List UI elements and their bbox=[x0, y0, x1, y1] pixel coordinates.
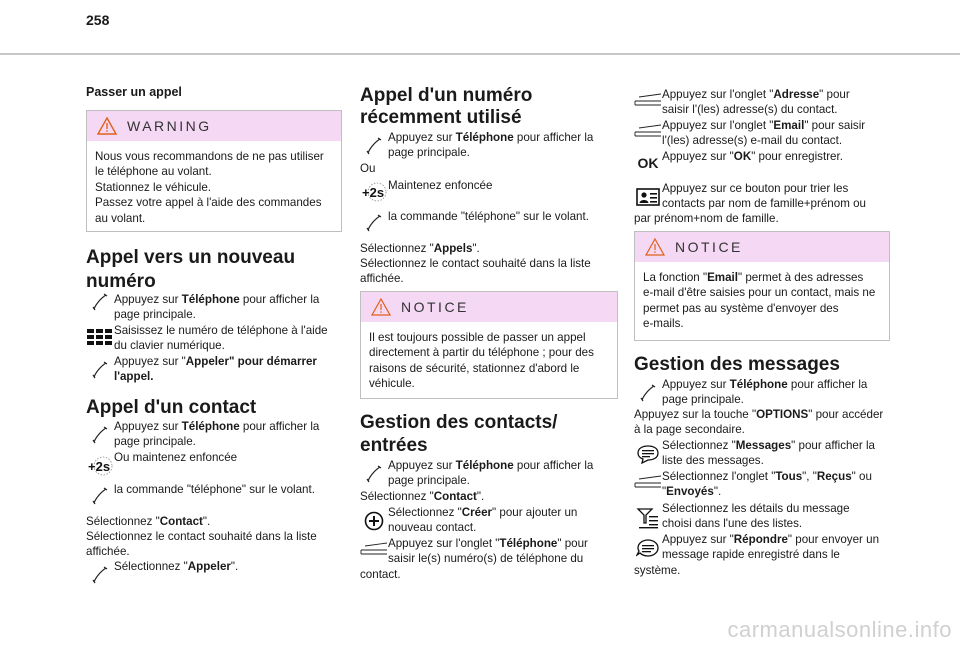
text: " pour accéder bbox=[808, 408, 884, 421]
gestion-step-1 bbox=[360, 458, 618, 488]
text: saisir le(s) numéro(s) de téléphone du bbox=[388, 552, 584, 565]
text-bold: Email bbox=[773, 119, 805, 132]
notice-label: NOTICE bbox=[675, 238, 743, 255]
warning-triangle-icon bbox=[371, 298, 391, 316]
text: Sélectionnez " bbox=[86, 515, 160, 528]
warning-line: le téléphone au volant. bbox=[95, 165, 212, 179]
text-bold: Email bbox=[707, 271, 738, 284]
text-bold: Contact bbox=[159, 515, 203, 528]
tab-icon bbox=[360, 536, 388, 562]
messages-step-5-end: système. bbox=[634, 564, 681, 577]
text: " ou bbox=[851, 470, 872, 483]
phone-icon bbox=[86, 559, 114, 585]
warning-body bbox=[87, 141, 341, 226]
text-bold: Tous bbox=[775, 470, 803, 483]
text: " bbox=[662, 485, 667, 498]
notice-line: e-mails. bbox=[643, 317, 684, 331]
text: " pour afficher la bbox=[791, 439, 875, 452]
text: Appuyez sur " bbox=[662, 533, 734, 546]
phone-icon bbox=[360, 458, 388, 484]
messages-step-2 bbox=[634, 438, 890, 468]
nouveau-title-2: numéro bbox=[86, 271, 156, 292]
text: " pour ajouter un bbox=[492, 506, 578, 519]
warning-line: au volant. bbox=[95, 211, 146, 225]
text-bold: Répondre bbox=[733, 533, 788, 546]
gestion-contact-end: contact. bbox=[360, 568, 401, 581]
nouveau-title-1: Appel vers un nouveau bbox=[86, 247, 296, 268]
text: ". bbox=[472, 242, 480, 255]
recent-step-1 bbox=[360, 130, 618, 160]
warning-triangle-icon bbox=[645, 238, 665, 256]
nouveau-step-1 bbox=[86, 292, 342, 322]
ok-icon-label: OK bbox=[637, 155, 659, 171]
text-bold: Envoyés bbox=[666, 485, 714, 498]
notice-label: NOTICE bbox=[401, 298, 469, 315]
messages-paragraph bbox=[634, 407, 890, 437]
text: page principale. bbox=[388, 146, 470, 159]
top-step-2 bbox=[634, 118, 890, 148]
warning-triangle-icon bbox=[97, 117, 117, 135]
text: nouveau contact. bbox=[388, 521, 477, 534]
messages-title: Gestion des messages bbox=[634, 354, 840, 375]
notice-line: directement à partir du téléphone ; pour des bbox=[369, 346, 594, 360]
text: " pour saisir bbox=[804, 119, 866, 132]
text: la commande "téléphone" sur le volant. bbox=[388, 210, 589, 223]
text: saisir l'(les) adresse(s) du contact. bbox=[662, 103, 838, 116]
text: liste des messages. bbox=[662, 454, 764, 467]
text: message rapide enregistré dans le bbox=[662, 548, 840, 561]
text: à la page secondaire. bbox=[634, 423, 745, 436]
text: Sélectionnez les détails du message bbox=[662, 502, 850, 515]
notice-body bbox=[635, 262, 889, 332]
text: l'(les) adresse(s) e-mail du contact. bbox=[662, 134, 843, 147]
contact-step-4 bbox=[86, 559, 342, 585]
text: " pour bbox=[557, 537, 588, 550]
notice-box-2 bbox=[634, 231, 890, 341]
notice-line: e-mail d'être saisies pour un contact, mais ne bbox=[643, 286, 876, 300]
notice-body bbox=[361, 322, 617, 392]
text-bold: OPTIONS bbox=[756, 408, 809, 421]
reply-icon bbox=[634, 532, 662, 558]
text: du clavier numérique. bbox=[114, 339, 225, 352]
text: Appuyez sur bbox=[114, 293, 182, 306]
text: " permet à des adresses bbox=[738, 271, 864, 284]
text-bold: Téléphone bbox=[181, 420, 240, 433]
top-step-3 bbox=[634, 149, 890, 175]
text: Sélectionnez l'onglet " bbox=[662, 470, 776, 483]
passer-title: Passer un appel bbox=[86, 85, 182, 99]
text: pour afficher la bbox=[787, 378, 868, 391]
text: affichée. bbox=[360, 272, 404, 285]
recent-paragraph bbox=[360, 241, 618, 286]
text-bold: Téléphone bbox=[729, 378, 788, 391]
text: Appuyez sur l'onglet " bbox=[662, 119, 774, 132]
text-bold: Appeler bbox=[187, 560, 231, 573]
text-bold: OK bbox=[733, 150, 752, 163]
top-rule bbox=[0, 53, 960, 55]
text-bold: Adresse bbox=[773, 88, 820, 101]
text: Appuyez sur bbox=[388, 131, 456, 144]
recent-ou: Ou bbox=[360, 162, 376, 175]
phone-icon bbox=[86, 482, 114, 506]
text: ", " bbox=[802, 470, 817, 483]
text: " pour envoyer un bbox=[787, 533, 880, 546]
text: Sélectionnez " bbox=[360, 490, 434, 503]
gestion-title-1: Gestion des contacts/ bbox=[360, 412, 558, 433]
gestion-step-3 bbox=[360, 536, 618, 566]
recent-title-1: Appel d'un numéro bbox=[360, 85, 533, 106]
text: " pour enregistrer. bbox=[751, 150, 843, 163]
text: pour afficher la bbox=[513, 459, 594, 472]
gestion-step-2 bbox=[360, 505, 618, 535]
text: Appuyez sur l'onglet " bbox=[388, 537, 500, 550]
recent-step-3 bbox=[360, 209, 618, 233]
notice-header bbox=[361, 292, 617, 322]
text: la commande "téléphone" sur le volant. bbox=[114, 483, 315, 496]
text: page principale. bbox=[662, 393, 744, 406]
top-step-4-end: par prénom+nom de famille. bbox=[634, 212, 779, 225]
tab-icon bbox=[634, 87, 662, 113]
text: choisi dans l'une des listes. bbox=[662, 517, 803, 530]
text: Sélectionnez " bbox=[114, 560, 188, 573]
notice-header bbox=[635, 232, 889, 262]
text: Sélectionnez " bbox=[360, 242, 434, 255]
contact-paragraph bbox=[86, 514, 342, 559]
text-bold: Téléphone bbox=[181, 293, 240, 306]
recent-title-2: récemment utilisé bbox=[360, 107, 522, 128]
phone-icon bbox=[634, 377, 662, 403]
svg-text:+2s: +2s bbox=[88, 459, 111, 474]
notice-line: véhicule. bbox=[369, 377, 415, 391]
messages-step-5 bbox=[634, 532, 890, 562]
text: La fonction " bbox=[643, 271, 708, 284]
ok-icon bbox=[634, 149, 662, 175]
notice-line: raisons de sécurité, stationnez d'abord le bbox=[369, 361, 580, 375]
warning-line: Nous vous recommandons de ne pas utiliser bbox=[95, 150, 324, 163]
text: ". bbox=[476, 490, 485, 503]
text: pour afficher la bbox=[513, 131, 594, 144]
text: Appuyez sur " bbox=[662, 150, 734, 163]
gestion-title-2: entrées bbox=[360, 435, 428, 456]
notice-line: Il est toujours possible de passer un appel bbox=[369, 331, 586, 344]
text: Sélectionnez le contact souhaité dans la liste bbox=[86, 530, 317, 543]
text: ". bbox=[202, 515, 211, 528]
warning-box bbox=[86, 110, 342, 232]
text: Sélectionnez " bbox=[662, 439, 736, 452]
sort-contacts-icon bbox=[634, 181, 662, 207]
text-bold: Téléphone bbox=[455, 459, 514, 472]
notice-line: permet pas au système d'envoyer des bbox=[643, 301, 839, 315]
warning-line: Stationnez le véhicule. bbox=[95, 180, 212, 194]
phone-icon bbox=[86, 419, 114, 445]
text: Appuyez sur la touche " bbox=[634, 408, 757, 421]
text-bold: Contact bbox=[433, 490, 477, 503]
phone-icon bbox=[86, 354, 114, 380]
text: Appuyez sur bbox=[114, 420, 182, 433]
phone-icon bbox=[86, 292, 114, 312]
hold-2s-icon bbox=[86, 450, 114, 476]
tab-icon bbox=[634, 469, 662, 495]
text-bold: Appeler" pour démarrer bbox=[185, 355, 317, 368]
messages-step-1 bbox=[634, 377, 890, 407]
text: Appuyez sur " bbox=[114, 355, 186, 368]
text-bold: Messages bbox=[735, 439, 792, 452]
text: Saisissez le numéro de téléphone à l'aide bbox=[114, 324, 328, 337]
top-step-1 bbox=[634, 87, 890, 117]
text: Maintenez enfoncée bbox=[388, 179, 493, 192]
text: contacts par nom de famille+prénom ou bbox=[662, 197, 866, 210]
top-step-4 bbox=[634, 181, 890, 211]
tab-icon bbox=[634, 118, 662, 144]
text-bold: Appels bbox=[433, 242, 473, 255]
notice-box bbox=[360, 291, 618, 399]
warning-header bbox=[87, 111, 341, 141]
gestion-paragraph bbox=[360, 489, 484, 504]
watermark: carmanualsonline.info bbox=[727, 617, 952, 642]
messages-step-3 bbox=[634, 469, 890, 499]
text: Sélectionnez " bbox=[388, 506, 462, 519]
messages-step-4 bbox=[634, 501, 890, 531]
text-bold: Téléphone bbox=[455, 131, 514, 144]
text: " pour bbox=[819, 88, 850, 101]
warning-line: Passez votre appel à l'aide des commandes bbox=[95, 196, 322, 210]
messages-icon bbox=[634, 438, 662, 464]
text-bold: Créer bbox=[461, 506, 493, 519]
text: ". bbox=[713, 485, 722, 498]
text-bold: Reçus bbox=[816, 470, 852, 483]
text: pour afficher la bbox=[239, 293, 320, 306]
page-number: 258 bbox=[86, 12, 110, 28]
text-bold: l'appel. bbox=[114, 370, 154, 383]
text: page principale. bbox=[114, 308, 196, 321]
nouveau-step-2 bbox=[86, 323, 342, 353]
text: Appuyez sur bbox=[662, 378, 730, 391]
text: Appuyez sur bbox=[388, 459, 456, 472]
add-icon bbox=[360, 505, 388, 531]
contact-step-1 bbox=[86, 419, 342, 449]
contact-step-2 bbox=[86, 450, 342, 476]
message-details-icon bbox=[634, 501, 662, 527]
keypad-icon bbox=[86, 323, 114, 349]
text: page principale. bbox=[388, 474, 470, 487]
nouveau-step-3 bbox=[86, 354, 342, 384]
text: ". bbox=[230, 560, 239, 573]
contact-step-3 bbox=[86, 482, 342, 506]
text: page principale. bbox=[114, 435, 196, 448]
text-bold: Téléphone bbox=[499, 537, 558, 550]
contact-title: Appel d'un contact bbox=[86, 397, 257, 418]
recent-step-2 bbox=[360, 178, 618, 202]
phone-icon bbox=[360, 130, 388, 156]
svg-text:+2s: +2s bbox=[362, 185, 385, 200]
text: Sélectionnez le contact souhaité dans la liste bbox=[360, 257, 591, 270]
text: Ou maintenez enfoncée bbox=[114, 451, 238, 464]
text: Appuyez sur l'onglet " bbox=[662, 88, 774, 101]
phone-icon bbox=[360, 209, 388, 233]
warning-label: WARNING bbox=[127, 117, 212, 134]
text: Appuyez sur ce bouton pour trier les bbox=[662, 182, 849, 195]
text: pour afficher la bbox=[239, 420, 320, 433]
hold-2s-icon bbox=[360, 178, 388, 202]
text: affichée. bbox=[86, 545, 130, 558]
